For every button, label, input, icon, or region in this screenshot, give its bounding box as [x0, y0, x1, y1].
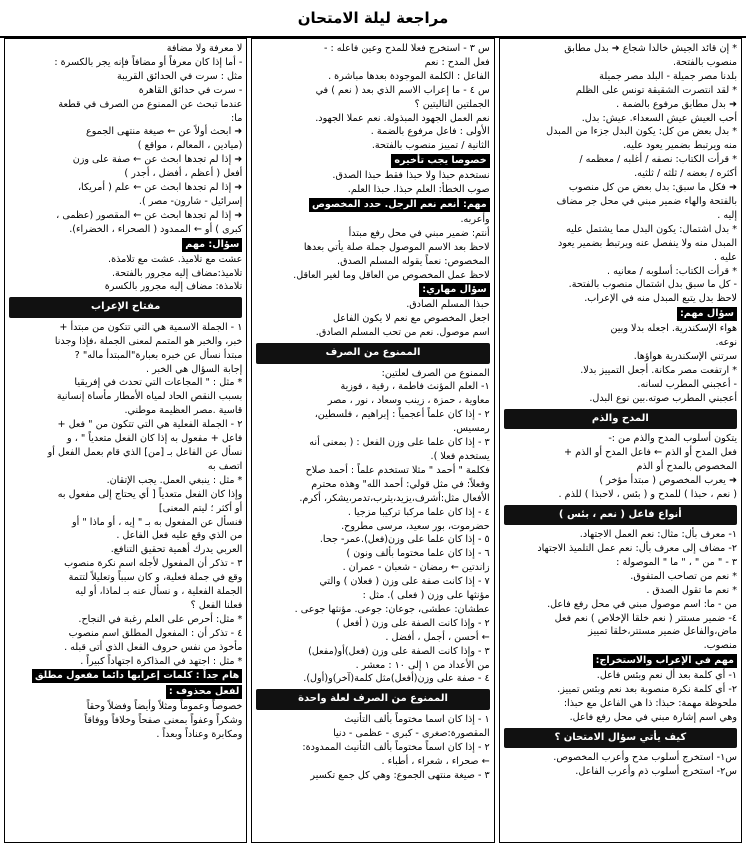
text-line: ومكابرة وعناداً وبعداً . — [156, 729, 243, 741]
text-line: سرتني الإسكندرية هواؤها. — [633, 350, 737, 362]
text-line: نسأل عن الفاعل بـ [من] الذي قام بعمل الفعل أو — [47, 446, 243, 458]
text-line: س ٣ - استخرج فعلا للمدح وعين فاعله : - — [323, 43, 490, 54]
text-line: ➜ إذا لم تجدها ابحث عن ← صفة على وزن — [72, 154, 243, 166]
text-line: مثل : سرت في الحدائق القريبة — [117, 70, 243, 82]
text-line: كبرى ) أو ← الممدود ( الصحراء ، الخضراء). — [69, 223, 243, 235]
right-lines-end — [504, 751, 737, 779]
text-line: من - ما: اسم موصول مبني في محل رفع فاعل. — [547, 598, 737, 610]
text-line: ما: — [231, 112, 243, 124]
text-line: * قرأت الكتاب: أسلوبه / معانيه . — [607, 265, 737, 277]
text-line: - أعجبني المطرب لسانه. — [637, 378, 737, 390]
text-line: أكثره / بعضه / ثلثه / ثلثيه. — [634, 168, 737, 180]
left-lines-end — [9, 700, 242, 742]
left-lines-a — [9, 253, 242, 295]
text-line: ١- العلم المؤنث فاطمة ، رقية ، فوزية — [340, 381, 490, 393]
columns — [4, 38, 742, 843]
text-line: وهي اسم إشارة مبني في محل رفع فاعل. — [569, 711, 737, 723]
text-line: ١- معرف بأل: مثال: نعم العمل الاجتهاد. — [579, 529, 737, 541]
text-line: أعجبني المطرب صوته.بين نوع البدل. — [589, 392, 737, 404]
text-line: أو أكثر ؛ ليتم المعنى] — [158, 502, 243, 514]
text-line: يتكون أسلوب المدح والذم من :- — [608, 433, 737, 445]
text-line: هواء الإسكندرية. اجعله بدلا وبين — [610, 323, 737, 335]
text-line: وفعلاً: في مثل قولي: أحمد الله" وهذه محترم — [311, 478, 490, 490]
mid-highlight-3: سؤال مهاري: — [419, 283, 489, 297]
text-line: خصوصاً وعموماً ومثلاً وأيضاً وفضلاً وحقاً — [86, 701, 243, 713]
section-fael-header: أنواع فاعل ( نعم ، بئس ) — [504, 505, 737, 526]
text-line: فنسأل عن المفعول به بـ " إيه ، أو ماذا " أو — [72, 516, 243, 528]
text-line: ➜ يعرب المخصوص ( مبتدأ مؤخر ) — [599, 474, 737, 486]
text-line: الثانية / تمييز منصوب بالفتحة. — [371, 140, 490, 152]
text-line: منه ويرتبط بضمير يعود عليه. — [623, 140, 737, 152]
text-line: أفعل ( أعظم ، أفضل ، أجدر ) — [124, 168, 243, 180]
text-line: * مثل : " المجاعات التي تحدث في إفريقيا — [74, 377, 243, 389]
text-line: تلاميذ:مضاف إليه مجرور بالفتحة. — [112, 267, 243, 279]
text-line: ➜ فكل ما سبق: بدل بعض من كل منصوب — [568, 182, 737, 194]
text-line: صوب الخطأ: العلم حبذا. حبذا العلم. — [347, 184, 490, 196]
text-line: ➜ إذا لم تجدها ابحث عن ← علم ( أمريكا، — [77, 182, 243, 194]
text-line: الجملتين التاليتين ؟ — [414, 98, 490, 110]
right-lines-madh — [504, 432, 737, 502]
text-line: قاسية .مصر العظيمة موطني. — [124, 405, 243, 417]
text-line: فعل المدح أو الذم ← فاعل المدح أو الذم + — [564, 446, 737, 458]
text-line: ٢ - إذا كان علماً أعجمياً : إبراهيم ، فلسطين، — [314, 409, 490, 421]
text-line: ➜ إذا لم تجدها ابحث عن ← المقصور (عظمى ، — [56, 209, 243, 221]
text-line: ٢- أي كلمة نكرة منصوبة بعد نعم وبئس تمييز. — [557, 684, 737, 696]
text-line: إسرائيل - شارون- مصر ). — [138, 195, 243, 207]
text-line: منصوب. — [703, 640, 737, 652]
text-line: ٣ - " من " ، " ما " الموصولة : — [616, 556, 737, 568]
text-line: عليه . — [713, 251, 737, 263]
text-line: ٣ - صيغة منتهى الجموع: وهي كل جمع تكسير — [310, 769, 490, 781]
text-line: ٥ - إذا كان علما على وزن(فعل).عمر- جحا. — [319, 534, 490, 546]
text-line: إليه . — [717, 209, 737, 221]
text-line: العربي يدرك أهمية تحقيق التنافع. — [110, 544, 243, 556]
text-line: ٧ - إذا كانت صفة على وزن ( فعلان ) والتي — [319, 576, 490, 588]
text-line: ٤- ضمير مستتر ( نعم خلقا الإخلاص ) نعم فعل — [554, 612, 737, 624]
text-line: منصوب بالفتحة. — [672, 56, 737, 68]
text-line: * نعم ما تقول الصدق . — [646, 584, 737, 596]
text-line: * لقد انتصرت الشقيقة تونس على الظلم — [575, 84, 737, 96]
text-line: خبر، والخبر هو المتمم لمعنى الجملة ،فإذا وجدنا — [54, 335, 243, 347]
text-line: عطشان: عطشى، جوعان: جوعى. مؤنثها جوعى . — [294, 603, 490, 615]
text-line: فكلمة " أحمد " مثلا تستخدم علماً : أحمد صلاح — [305, 464, 490, 476]
text-line: ١- أي كلمة بعد أل نعم وبئس فاعل. — [596, 670, 737, 682]
text-line: * ارتفعت مصر مكانة. أجعل التمييز بدلا. — [580, 364, 737, 376]
text-line: المبدل منه ولا ينفصل عنه ويرتبط بضمير يعود — [558, 237, 737, 249]
mid-highlight-1: خصوصا يجب تأخيره — [391, 154, 489, 168]
right-question-1: سؤال مهم: — [677, 307, 737, 321]
text-line: فعل المدح : نعم — [424, 56, 490, 68]
text-line: المقصورة:صغرى - كبرى - عظمى - دنيا — [333, 727, 490, 739]
text-line: نعم العمل الجهود المبذولة. نعم عملا الجهود. — [315, 112, 490, 124]
text-line: رمسيس. — [453, 423, 490, 435]
text-line: س٢- استخرج أسلوب ذم وأعرب الفاعل. — [575, 766, 737, 778]
text-line: من الذي وقع عليه فعل الفاعل . — [116, 530, 243, 542]
right-lines-fael — [504, 528, 737, 653]
text-line: وأعربه. — [460, 213, 490, 225]
text-line: زاندتين ← رمضان - شعبان - عمران . — [342, 562, 490, 574]
text-line: س١- استخرج أسلوب مدح وأعرب المخصوص. — [553, 752, 737, 764]
text-line: ٢ - وإذا كانت الصفة على وزن ( أفعل ) — [336, 617, 490, 629]
text-line: من الأعداد من ١ إلى ١٠ : معشر . — [355, 659, 490, 671]
text-line: * مثل : ينبغي العمل. يجب الإتقان. — [106, 474, 243, 486]
text-line: بسبب النقص الحاد لمياه الأمطار مأساة إنسانية — [56, 391, 243, 403]
page-title: مراجعة ليلة الامتحان — [297, 9, 449, 27]
right-lines-irab — [504, 669, 737, 725]
section-irab-key-header: مفتاح الإعراب — [9, 297, 242, 318]
text-line: بلدنا مصر جميلة - البلد مصر جميلة — [599, 70, 737, 82]
text-line: لاحظ بدل يتبع المبدل منه في الإعراب. — [584, 293, 737, 305]
text-line: ٤ - تذكر أن : المفعول المطلق اسم منصوب — [68, 627, 243, 639]
mid-lines-c — [256, 298, 489, 340]
text-line: يستخدم فعلا ). — [430, 450, 490, 462]
text-line: وإذا كان الفعل متعدياً [ أي يحتاج إلى مفعول به — [57, 488, 243, 500]
mid-highlight-2: مهم: أنعم نعم الرجل. حدد المخصوص — [309, 198, 490, 212]
text-line: مؤنثها على وزن ( فعلى ). مثل : — [362, 590, 490, 602]
text-line: نوعه. — [715, 337, 737, 349]
text-line: ← صحراء ، شعراء ، أطباء . — [381, 755, 490, 767]
text-line: عندما تبحث عن الممنوع من الصرف في قطعة — [58, 98, 243, 110]
text-line: ١ - الجملة الاسمية هي التي تتكون من مبتدأ + — [59, 321, 243, 333]
text-line: تلامذة: مضاف إليه مجرور بالكسرة — [104, 281, 243, 293]
text-line: مأخوذ من نفس حروف الفعل الذي أتى قبله . — [64, 641, 243, 653]
left-lines-top — [9, 42, 242, 237]
text-line: ملحوظة مهمة: حبذا: ذا هي الفاعل مع حبذا: — [563, 697, 737, 709]
text-line: * بدل اشتمال: يكون البدل مما يشتمل عليه — [565, 223, 737, 235]
text-line: ( نعم ، حبذا ) للمدح و ( بئس ، لاحبذا ) للذم . — [558, 488, 737, 500]
text-line: الجملة الفعلية ، و نسأل عنه بـ لماذا، أو ليه — [75, 586, 243, 598]
text-line: لاحظ عمل المخصوص من العاقل وما لغير العاقل. — [293, 269, 490, 281]
text-line: معاوية ، حمزة ، زينب وسعاد ، نور ، مصر — [327, 395, 490, 407]
text-line: * إن قائد الجيش خالدا شجاع ➜ بدل مطابق — [564, 43, 737, 54]
text-line: * قرأت الكتاب: نصفه / أغلبه / معظمه / — [579, 154, 737, 166]
text-line: وقع في جملة فعلية، و كان سبباً وتعليلاً لتتمة — [68, 572, 243, 584]
text-line: حضرموت، بور سعيد، مرسى مطروح. — [341, 520, 490, 532]
text-line: س ٤ - ما إعراب الاسم الذي بعد ( نعم ) في — [315, 84, 490, 96]
text-line: لا معرفة ولا مضافة — [166, 43, 243, 54]
text-line: ➜ بدل مطابق مرفوع بالضمة . — [616, 98, 737, 110]
left-highlight-2: لفعل محذوف : — [166, 685, 243, 699]
left-highlight-1: هام جداً : كلمات إعرابها دائما مفعول مطلق — [32, 669, 242, 683]
text-line: فعلنا الفعل ؟ — [190, 599, 243, 611]
right-question-2: مهم في الإعراب والاستخراج: — [593, 654, 737, 668]
right-lines-mid — [504, 322, 737, 405]
text-line: - سرت في حدائق القاهرة — [138, 84, 243, 96]
text-line: الممنوع من الصرف لعلتين: — [381, 367, 490, 379]
text-line: المخصوص: نعماً يقوله المسلم الصدق. — [337, 255, 490, 267]
text-line: ١ - إذا كان اسما مختوماً بألف التأنيث — [344, 713, 490, 725]
section-exam-header: كيف يأتي سؤال الامتحان ؟ — [504, 728, 737, 749]
mid-lines-end — [256, 713, 489, 783]
mid-lines-mamnoo — [256, 367, 489, 687]
text-line: فاعل + مفعول به إذا كان الفعل متعدياً " ، و — [67, 433, 243, 445]
text-line: ماض،والفاعل ضمير مستتر،خلقا تمييز — [588, 626, 737, 638]
text-line: اجعل المخصوص مع نعم لا يكون الفاعل — [332, 313, 490, 325]
text-line: أنتم: ضمير مبني في محل رفع مبتدأ — [348, 227, 490, 239]
text-line: حبذا المسلم الصادق. — [406, 299, 490, 311]
section-mamnoo-one-header: الممنوع من الصرف لعلة واحدة — [256, 689, 489, 710]
section-mamnoo-header: الممنوع من الصرف — [256, 343, 489, 364]
text-line: ← أحسن ، أجمل ، أفضل . — [385, 631, 490, 643]
text-line: الأولى : فاعل مرفوع بالضمة . — [370, 126, 490, 138]
text-line: ٦ - إذا كان علما مختوما بألف ونون ) — [346, 548, 490, 560]
mid-lines-top — [256, 42, 489, 153]
column-middle — [251, 38, 494, 843]
text-line: مبتدأ نسأل عن خبره بعبارة"المبتدأ ماله" ? — [74, 349, 243, 361]
mid-lines-a — [256, 169, 489, 197]
text-line: * مثل: أحرص على العلم رغبة في النجاح. — [78, 613, 243, 625]
left-lines-irab — [9, 321, 242, 669]
left-question-1: سؤال: مهم — [182, 238, 242, 252]
text-line: لاحظ بعد الاسم الموصول جملة صلة يأتي بعدها — [303, 241, 490, 253]
text-line: المخصوص بالمدح أو الذم — [636, 460, 737, 472]
mid-lines-b — [256, 213, 489, 283]
right-lines-top — [504, 42, 737, 306]
text-line: ٢- مضاف إلى معرف بأل: نعم عمل التلميذ الاجتهاد — [537, 543, 737, 554]
text-line: * نعم من تصاحب المتفوق. — [630, 570, 737, 582]
text-line: وشكراً وعفواً بمعنى صفحاً وخلافاً ووفاقاً — [84, 715, 243, 727]
text-line: ٢ - إذا كان اسماً مختوماً بألف التأنيث الممدودة: — [302, 741, 490, 753]
text-line: - أما إذا كان معرفاً أو مضافاً فإنه يجر بالكسرة : — [54, 56, 243, 68]
text-line: نستخدم حبذا ولا حبذا فقط حبذا الصدق. — [332, 170, 490, 182]
text-line: (ميادين ، المعالم ، مواقع ) — [137, 140, 243, 152]
text-line: أحب العيش عيش السعداء. عيش: بدل. — [581, 112, 737, 124]
text-line: عشت مع تلاميذ. عشت مع تلامذة. — [108, 253, 243, 265]
text-line: ٣ - وإذا كانت الصفة على وزن (فعل)أو(مفعل) — [308, 645, 490, 657]
text-line: ٣ - تذكر أن المفعول لأجله اسم نكرة منصوب — [64, 558, 243, 570]
text-line: * مثل : اجتهد في المذاكرة اجتهاداً كبيراً . — [80, 655, 243, 667]
column-left — [4, 38, 247, 843]
page-header — [0, 0, 746, 38]
text-line: - كل ما سبق بدل اشتمال منصوب بالفتحة. — [568, 279, 737, 291]
text-line: اتصف به — [207, 460, 243, 472]
text-line: ٤ - صفة على وزن(أفعل)مثل كلمة(آخر)و(أول). — [303, 673, 490, 685]
text-line: الأفعال مثل:أشرف،يزيد،يثرب،تدمر،يشكر، أكرم. — [299, 492, 490, 504]
text-line: ٢ - الجملة الفعلية هي التي تتكون من " فعل + — [57, 419, 243, 431]
text-line: ٤ - إذا كان علما مركبا تركيبا مزجيا . — [347, 506, 490, 518]
column-right — [499, 38, 742, 843]
text-line: * بدل بعض من كل: يكون البدل جزءا من المبدل — [546, 126, 737, 138]
text-line: ٣ - إذا كان علما على وزن الفعل : ( بمعنى أنه — [309, 437, 490, 449]
text-line: ➜ ابحث أولاً عن ← صيغة منتهى الجموع — [86, 126, 243, 138]
text-line: الفاعل : الكلمة الموجودة بعدها مباشرة . — [328, 70, 490, 82]
text-line: إجابة السؤال هي الخبر . — [145, 363, 243, 375]
text-line: بالفتحة والهاء ضمير مبني في محل جر مضاف — [556, 195, 737, 207]
section-madh-header: المدح والذم — [504, 409, 737, 430]
text-line: اسم موصول. نعم من تحب المسلم الصادق. — [315, 327, 490, 339]
